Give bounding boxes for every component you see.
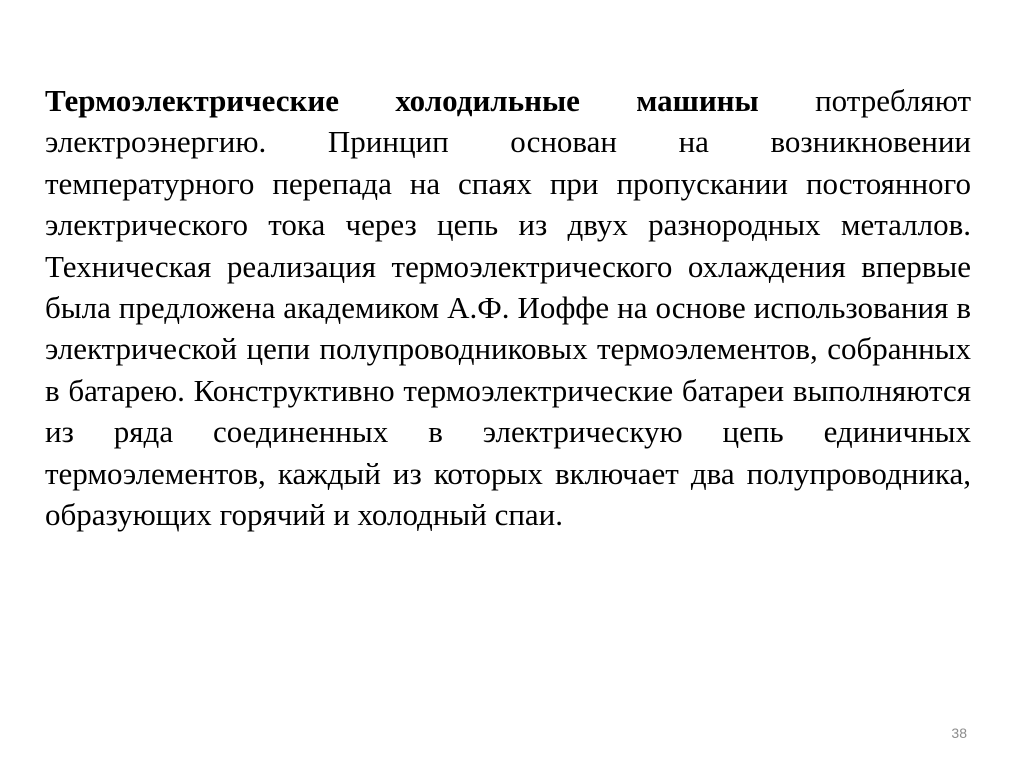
paragraph-text: потребляют электроэнергию. Принцип основан на возникновении температурного перепада на спаях при пропускании постоянного электрического тока через цепь из двух разнородных металлов. Техническая реализация термоэлектрического охлаждения впервые была предложена академиком А.Ф. Иоффе на основе использования в электрической цепи полупроводниковых термоэлементов, собранных в батарею. Конструктивно термоэлектрические батареи выполняются из ряда соединенных в электрическую цепь единичных термоэлементов, каждый из которых включает два полупроводника, образующих горячий и холодный спаи. [45,83,971,533]
page-number: 38 [951,725,967,741]
lead-term: Термоэлектрические холодильные машины [45,83,759,118]
slide-body-paragraph [45,80,971,535]
